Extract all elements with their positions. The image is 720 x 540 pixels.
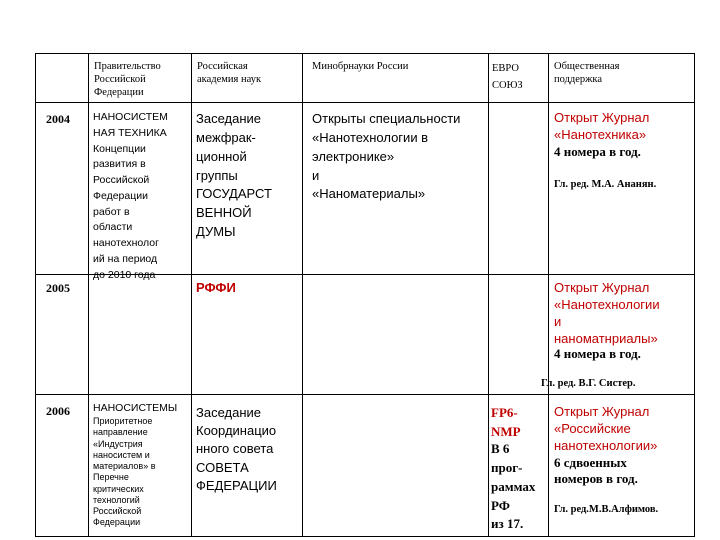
- gov-2006-text: Приоритетное направление «Индустрия наносистем и материалов» в Перечне критических технологий Российской Федерации: [93, 416, 156, 528]
- year-2006: 2006: [46, 404, 70, 418]
- column-divider: [548, 54, 549, 536]
- journal-2004-count: 4 номера в год.: [554, 144, 641, 159]
- column-divider: [302, 54, 303, 536]
- header-ministry: Минобрнауки России: [312, 61, 409, 72]
- row-divider: [36, 394, 694, 395]
- journal-2004-title: Открыт Журнал «Нанотехника»: [554, 110, 650, 142]
- eu-2006-title: FP6- NMP: [491, 405, 521, 439]
- ministry-2004-text: Открыты специальности «Нанотехнологии в электронике» и «Наноматериалы»: [312, 111, 461, 202]
- journal-2005-title: Открыт Журнал «Нанотехнологии и наноматнриалы»: [554, 280, 660, 346]
- timeline-table: [35, 53, 695, 537]
- column-divider: [488, 54, 489, 536]
- header-eu: ЕВРО СОЮЗ: [492, 63, 523, 91]
- journal-2006-title: Открыт Журнал «Российские нанотехнологии»: [554, 404, 658, 453]
- journal-2006-editor: Гл. ред.М.В.Алфимов.: [554, 504, 659, 515]
- row-divider: [36, 102, 694, 103]
- gov-2006-title: НАНОСИСТЕМЫ: [93, 402, 178, 414]
- journal-2005-count: 4 номера в год.: [554, 346, 641, 361]
- eu-2006-text: В 6 прог- раммах РФ из 17.: [491, 441, 536, 532]
- year-2005: 2005: [46, 281, 70, 295]
- ran-2004-text: Заседание межфрак- ционной группы ГОСУДАРСТ ВЕННОЙ ДУМЫ: [196, 111, 272, 240]
- column-divider: [88, 54, 89, 536]
- journal-2005-editor: Гл. ред. В.Г. Систер.: [541, 378, 636, 389]
- gov-2004-text: НАНОСИСТЕМ НАЯ ТЕХНИКА Концепции развития в Российской Федерации работ в области нанотехнолог ий на период до 2010 года: [93, 111, 168, 281]
- column-divider: [191, 54, 192, 536]
- header-academy: Российская академия наук: [197, 61, 262, 85]
- ran-2005-text: РФФИ: [196, 280, 236, 295]
- ran-2006-text: Заседание Координацио нного совета СОВЕТА ФЕДЕРАЦИИ: [196, 405, 277, 493]
- journal-2004-editor: Гл. ред. М.А. Ананян.: [554, 179, 657, 190]
- journal-2006-count: 6 сдвоенных номеров в год.: [554, 455, 638, 487]
- year-2004: 2004: [46, 112, 70, 126]
- header-government: Правительство Российской Федерации: [94, 61, 161, 98]
- header-public-support: Общественная поддержка: [554, 61, 620, 85]
